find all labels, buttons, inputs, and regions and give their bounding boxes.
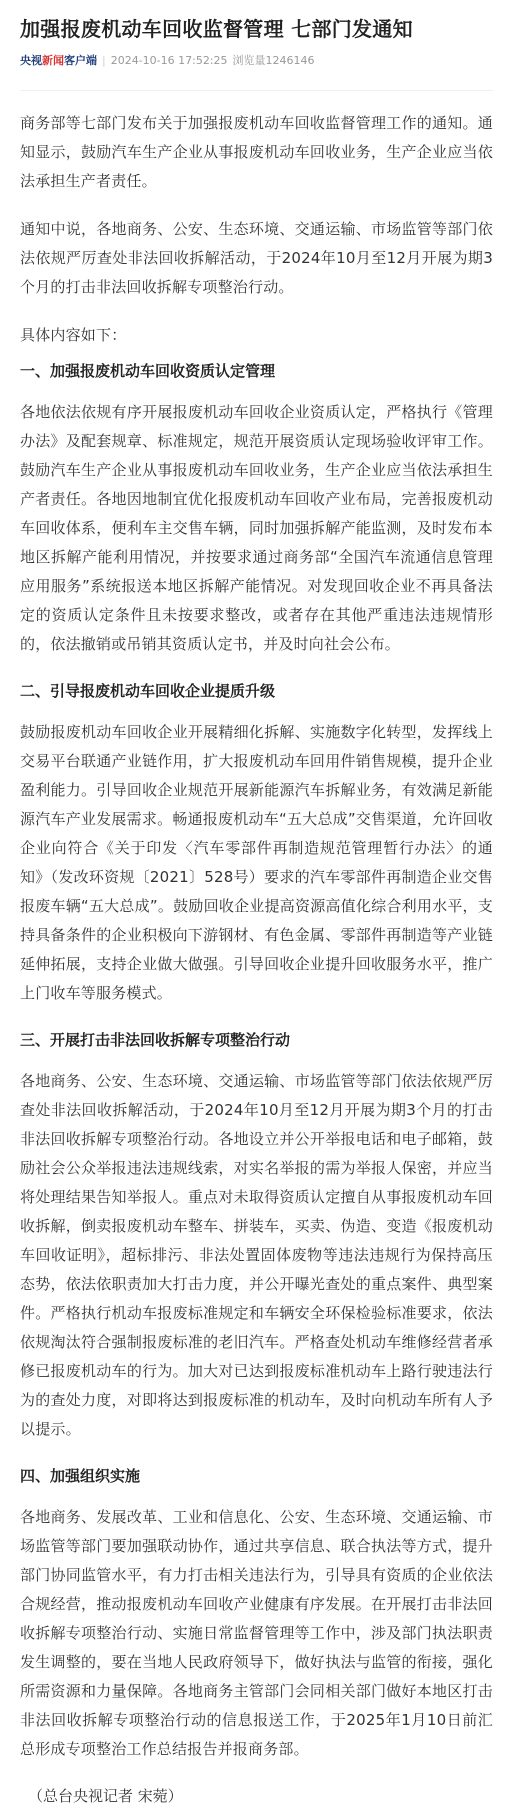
view-count: 浏览量1246146 xyxy=(232,54,315,67)
paragraph: 通知中说，各地商务、公安、生态环境、交通运输、市场监管等部门依法依规严厉查处非法回收拆解活动，于2024年10月至12月开展为期3个月的打击非法回收拆解专项整治行动。 xyxy=(20,220,493,296)
source-logo[interactable] xyxy=(20,52,97,70)
section-heading: 三、开展打击非法回收拆解专项整治行动 xyxy=(20,1031,291,1049)
publish-time: 2024-10-16 17:52:25 xyxy=(110,54,228,67)
article-title: 加强报废机动车回收监督管理 七部门发通知 xyxy=(20,17,413,41)
paragraph: 鼓励报废机动车回收企业开展精细化拆解、实施数字化转型，发挥线上交易平台联通产业链作用，扩大报废机动车回用件销售规模，提升企业盈利能力。引导回收企业规范开展新能源汽车拆解业务，有效满足新能源汽车产业发展需求。畅通报废机动车“五大总成”交售渠道，允许回收企业向符合《关于印发〈汽车零部件再制造规范管理暂行办法〉的通知》（发改环资规〔2021〕528号）要求的汽车零部件再制造企业交售报废车辆“五大总成”。鼓励回收企业提高资源高值化综合利用水平，支持具备条件的企业积极向下游钢材、有色金属、零部件再制造等产业链延伸拓展，支持企业做大做强。引导回收企业提升回收服务水平，推广上门收车等服务模式。 xyxy=(20,723,493,1002)
section-heading: 一、加强报废机动车回收资质认定管理 xyxy=(20,362,276,380)
paragraph: 各地商务、发展改革、工业和信息化、公安、生态环境、交通运输、市场监管等部门要加强联动协作，通过共享信息、联合执法等方式，提升部门协同监管水平，有力打击相关违法行为，引导具有资质的企业依法合规经营，推动报废机动车回收产业健康有序发展。在开展打击非法回收拆解专项整治行动、实施日常监督管理等工作中，涉及部门执法职责发生调整的，要在当地人民政府领导下，做好执法与监管的衔接，强化所需资源和力量保障。各地商务主管部门会同相关部门做好本地区打击非法回收拆解专项整治行动的信息报送工作，于2025年1月10日前汇总形成专项整治工作总结报告并报商务部。 xyxy=(20,1508,493,1758)
source-logo-part1: 央视 xyxy=(20,54,42,67)
article-meta xyxy=(20,52,493,91)
article-body xyxy=(20,109,493,1809)
section-heading: 四、加强组织实施 xyxy=(20,1467,141,1485)
paragraph: 具体内容如下： xyxy=(20,326,127,344)
paragraph: 商务部等七部门发布关于加强报废机动车回收监督管理工作的通知。通知显示，鼓励汽车生产企业从事报废机动车回收业务，生产企业应当依法承担生产者责任。 xyxy=(20,114,493,190)
byline: （总台央视记者 宋菀） xyxy=(28,1787,183,1805)
source-logo-part2: 新闻 xyxy=(42,54,64,67)
paragraph: 各地依法依规有序开展报废机动车回收企业资质认定，严格执行《管理办法》及配套规章、标准规定，规范开展资质认定现场验收评审工作。鼓励汽车生产企业从事报废机动车回收业务，生产企业应当依法承担生产者责任。各地因地制宜优化报废机动车回收产业布局，完善报废机动车回收体系，便利车主交售车辆，同时加强拆解产能监测，及时发布本地区拆解产能利用情况，并按要求通过商务部“全国汽车流通信息管理应用服务”系统报送本地区拆解产能情况。对发现回收企业不再具备法定的资质认定条件且未按要求整改，或者存在其他严重违法违规情形的，依法撤销或吊销其资质认定书，并及时向社会公布。 xyxy=(20,403,493,653)
meta-separator: | xyxy=(102,54,106,67)
paragraph: 各地商务、公安、生态环境、交通运输、市场监管等部门依法依规严厉查处非法回收拆解活动，于2024年10月至12月开展为期3个月的打击非法回收拆解专项整治行动。各地设立并公开举报电话和电子邮箱，鼓励社会公众举报违法违规线索，对实名举报的需为举报人保密，并应当将处理结果告知举报人。重点对未取得资质认定擅自从事报废机动车回收拆解，倒卖报废机动车整车、拼装车，买卖、伪造、变造《报废机动车回收证明》，超标排污、非法处置固体废物等违法违规行为保持高压态势，依法依职责加大打击力度，并公开曝光查处的重点案件、典型案件。严格执行机动车报废标准规定和车辆安全环保检验标准要求，依法依规淘汰符合强制报废标准的老旧汽车。严格查处机动车维修经营者承修已报废机动车的行为。加大对已达到报废标准机动车上路行驶违法行为的查处力度，对即将达到报废标准的机动车，及时向机动车所有人予以提示。 xyxy=(20,1072,493,1438)
section-heading: 二、引导报废机动车回收企业提质升级 xyxy=(20,682,276,700)
source-logo-part3: 客户端 xyxy=(64,54,97,67)
